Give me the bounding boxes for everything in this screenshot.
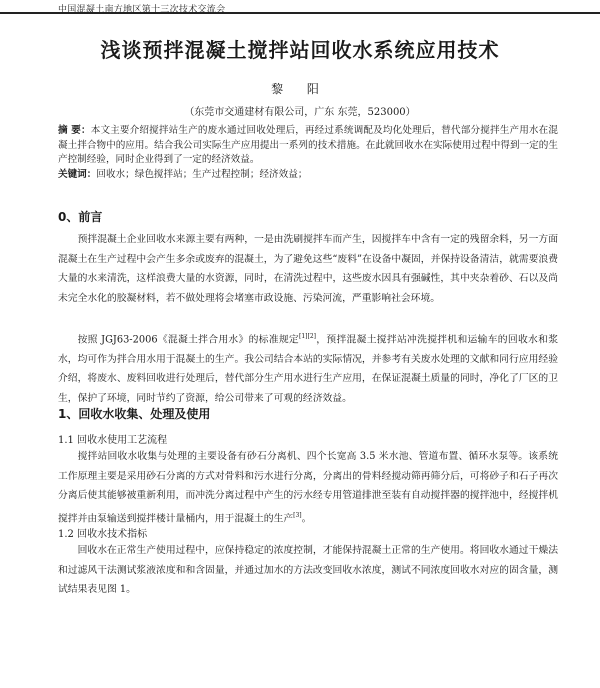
section-heading-1: 1、回收水收集、处理及使用 [58, 407, 211, 421]
preface-paragraph-2-text-b: ，预拌混凝土搅拌站冲洗搅拌机和运输车的回收水和浆水，均可作为拌合用水用于混凝土的生产。我公司结合本站的实际情况，并参考有关废水处理的文献和同行应用经验介绍，将废水、废料回收进行处理后，替代部分生产用水进行生产应用，在保证混凝土质量的同时，净化了厂区的卫生，保护了环境，同时节约了资源，给公司带来了可观的经济效益。 [58, 334, 558, 404]
abstract-text: 本文主要介绍搅拌站生产的废水通过回收处理后，再经过系统调配及均化处理后，替代部分搅拌生产用水在混凝土拌合物中的应用。结合我公司实际生产应用提出一系列的技术措施。在此就回收水在实际使用过程中得到一定的生产控制经验，同时企业得到了一定的经济效益。 [58, 125, 558, 165]
citation-ref: [3] [293, 511, 302, 519]
keywords-label: 关键词： [58, 169, 97, 180]
paper-title: 浅谈预拌混凝土搅拌站回收水系统应用技术 [100, 38, 500, 62]
affiliation: （东莞市交通建材有限公司，广东 东莞，523000） [184, 107, 416, 118]
section-heading-preface: 0、前言 [58, 210, 103, 224]
running-head: 中国混凝土南方地区第十三次技术交流会 [58, 5, 226, 15]
keywords [58, 168, 558, 182]
subsection-1-2-paragraph: 回收水在正常生产使用过程中，应保持稳定的浓度控制，才能保持混凝土正常的生产使用。将回收水通过干燥法和过滤风干法测试浆液浓度和和含固量，并通过加水的方法改变回收水浓度，测试不同浓度回收水对应的固含量，测试结果表见图 1。 [58, 545, 558, 595]
preface-paragraph-2 [58, 327, 558, 408]
subsection-1-1-text-b: 。 [301, 512, 312, 524]
keywords-text: 回收水；绿色搅拌站；生产过程控制；经济效益； [96, 169, 308, 180]
author: 黎 阳 [271, 82, 329, 96]
preface-paragraph-2-text-a: 按照 JGJ63-2006《混凝土拌合用水》的标准规定 [77, 334, 299, 346]
preface-paragraph-1: 预拌混凝土企业回收水来源主要有两种，一是由洗刷搅拌车而产生，因搅拌车中含有一定的残留余料，另一方面混凝土在生产过程中会产生多余或废弃的混凝土，为了避免这些“废料”在设备中凝固，并保持设备清洁，就需要浪费大量的水来清洗，这样浪费大量的水资源，同时，在清洗过程中，这些废水因具有强碱性，其中夹杂着砂、石以及尚未完全水化的胶凝材料，若不做处理将会堵塞市政设施、污染河流，严重影响社会环境。 [58, 234, 558, 304]
abstract-label: 摘 要： [58, 125, 91, 136]
citation-ref: [1][2] [299, 333, 316, 340]
abstract [58, 124, 558, 168]
subsection-1-1-text-a: 搅拌站回收水收集与处理的主要设备有砂石分离机、四个长宽高 3.5 米水池、管道布置、循环水泵等。该系统工作原理主要是采用砂石分离的方式对骨料和污水进行分离，分离出的骨料经搅动筛再筛分后，可将砂子和石子再次分离后使其能够被重新利用，而冲洗分离过程中产生的污水经专用管道排泄至装有自动搅拌器的搅拌池中，经搅拌机搅拌并由泵输送到搅拌楼计量桶内，用于混凝土的生产 [58, 451, 558, 524]
subsection-1-1-paragraph [58, 447, 558, 528]
header-rule [0, 12, 600, 14]
subsection-heading-1-2: 1.2 回收水技术指标 [58, 529, 148, 540]
subsection-heading-1-1: 1.1 回收水使用工艺流程 [58, 435, 168, 446]
